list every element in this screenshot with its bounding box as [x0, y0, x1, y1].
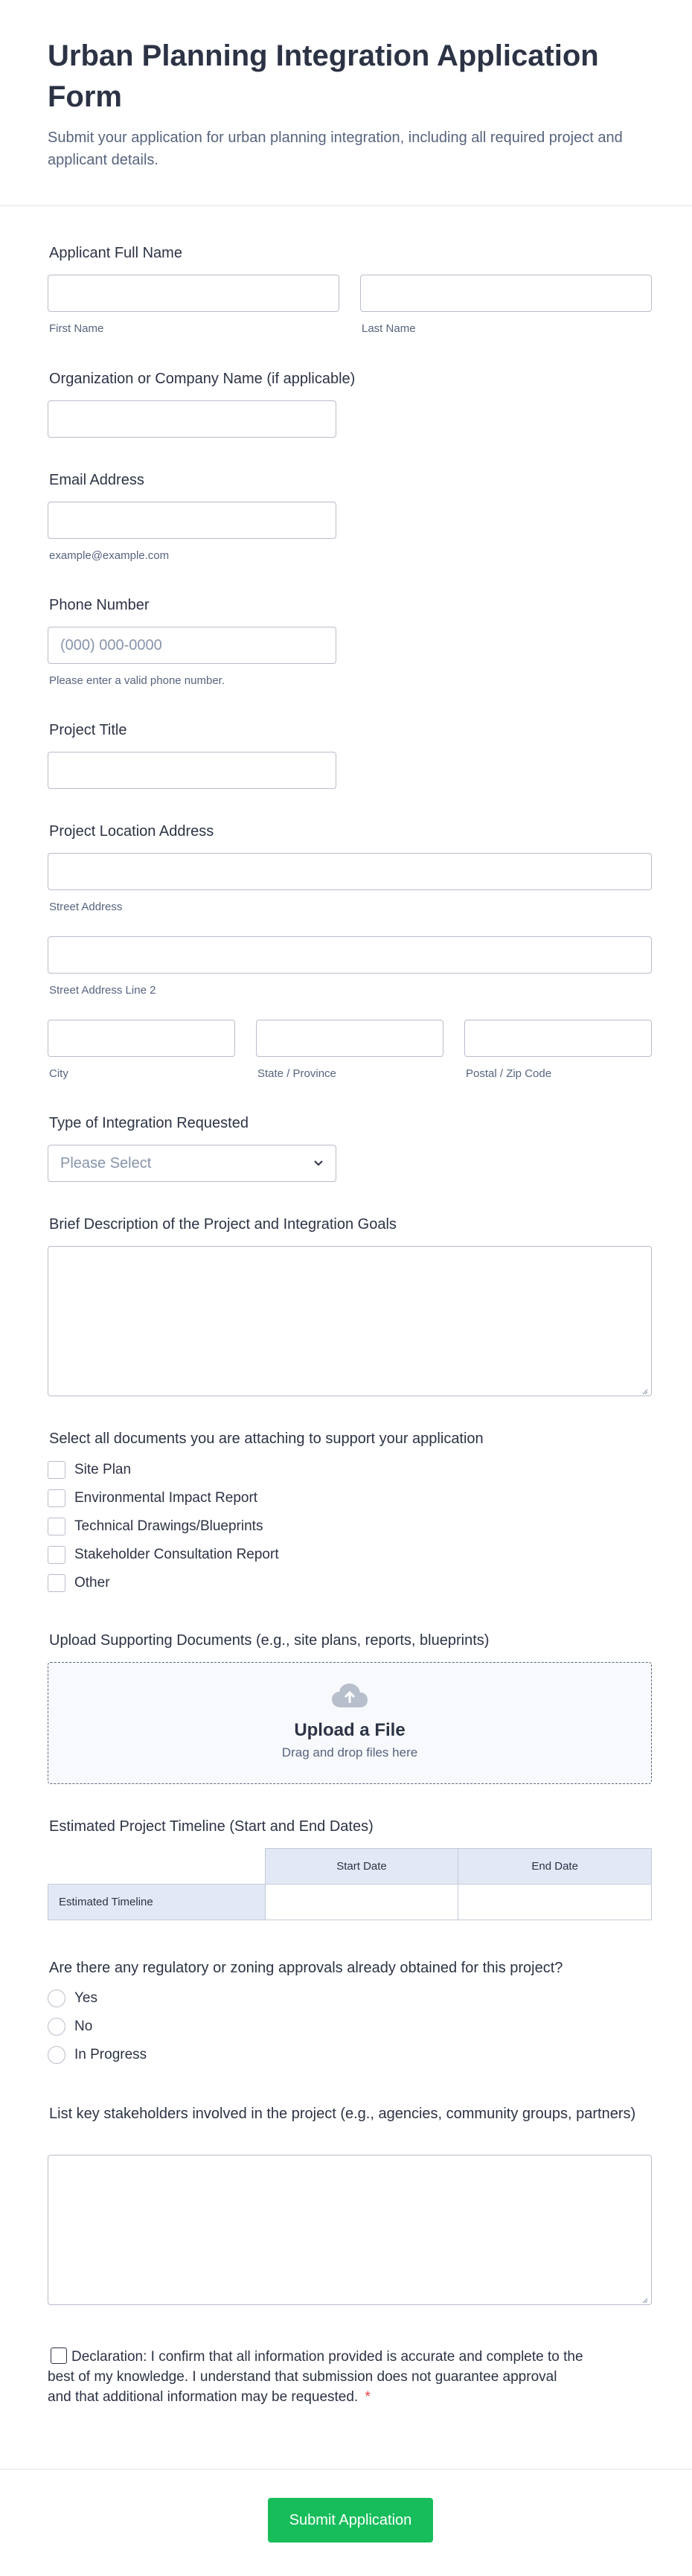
- option-label: Stakeholder Consultation Report: [74, 1547, 279, 1562]
- integration-type-label: Type of Integration Requested: [49, 1115, 249, 1131]
- document-option-technical[interactable]: [48, 1518, 263, 1535]
- table-corner: [48, 1849, 266, 1885]
- approvals-label: Are there any regulatory or zoning approvals already obtained for this project?: [49, 1960, 563, 1976]
- document-option-other[interactable]: [48, 1574, 110, 1592]
- chevron-down-icon: [313, 1160, 324, 1167]
- phone-input[interactable]: [48, 627, 336, 664]
- resize-grip-icon[interactable]: [641, 1385, 648, 1393]
- integration-type-value: Please Select: [60, 1154, 152, 1172]
- email-label: Email Address: [49, 472, 144, 488]
- document-option-stakeholder[interactable]: [48, 1546, 279, 1564]
- declaration-checkbox[interactable]: [51, 2348, 67, 2364]
- form-title: Urban Planning Integration Application Form: [48, 39, 599, 113]
- organization-label: Organization or Company Name (if applicable): [49, 371, 356, 387]
- document-option-site-plan[interactable]: [48, 1461, 131, 1479]
- integration-type-select[interactable]: [48, 1145, 336, 1182]
- first-name-input[interactable]: [48, 275, 339, 312]
- radio-button[interactable]: [48, 1989, 65, 2007]
- submit-button[interactable]: Submit Application: [268, 2498, 433, 2543]
- city-sublabel: City: [49, 1067, 68, 1080]
- cloud-upload-icon: [48, 1682, 651, 1713]
- option-label: Other: [74, 1575, 110, 1591]
- row-header-timeline: Estimated Timeline: [48, 1885, 266, 1920]
- checkbox[interactable]: [48, 1461, 65, 1479]
- phone-label: Phone Number: [49, 597, 150, 613]
- form-subtitle: Submit your application for urban planning integration, including all required project and applicant details.: [48, 130, 623, 168]
- description-textarea[interactable]: [48, 1246, 652, 1396]
- radio-button[interactable]: [48, 2018, 65, 2036]
- project-title-label: Project Title: [49, 722, 127, 738]
- applicant-name-label: Applicant Full Name: [49, 245, 182, 261]
- upload-hint: Drag and drop files here: [281, 1745, 418, 1760]
- documents-label: Select all documents you are attaching to support your application: [49, 1431, 484, 1447]
- document-option-environmental[interactable]: [48, 1489, 257, 1507]
- upload-title: Upload a File: [294, 1720, 406, 1740]
- checkbox[interactable]: [48, 1574, 65, 1592]
- street-address-input[interactable]: [48, 853, 652, 890]
- submit-area: [0, 2469, 692, 2576]
- approval-option-no[interactable]: [48, 2018, 92, 2036]
- option-label: In Progress: [74, 2047, 147, 2062]
- file-upload-dropzone[interactable]: [48, 1662, 652, 1784]
- phone-placeholder: (000) 000-0000: [60, 636, 162, 653]
- stakeholders-textarea[interactable]: [48, 2155, 652, 2305]
- zip-input[interactable]: [464, 1020, 652, 1057]
- start-date-input[interactable]: [265, 1885, 458, 1920]
- required-mark: *: [365, 2389, 371, 2405]
- stakeholders-label: List key stakeholders involved in the project (e.g., agencies, community groups, partners): [49, 2106, 636, 2122]
- resize-grip-icon[interactable]: [641, 2294, 648, 2301]
- first-name-sublabel: First Name: [49, 322, 104, 335]
- zip-sublabel: Postal / Zip Code: [466, 1067, 552, 1080]
- approval-option-yes[interactable]: [48, 1989, 97, 2007]
- street-address-sublabel: Street Address: [49, 901, 123, 913]
- option-label: Technical Drawings/Blueprints: [74, 1518, 263, 1534]
- column-header-start: Start Date: [265, 1849, 458, 1885]
- organization-input[interactable]: [48, 400, 336, 438]
- checkbox[interactable]: [48, 1489, 65, 1507]
- option-label: Yes: [74, 1990, 97, 2006]
- option-label: No: [74, 2019, 93, 2034]
- upload-label: Upload Supporting Documents (e.g., site plans, reports, blueprints): [49, 1632, 490, 1649]
- street-address-line2-input[interactable]: [48, 936, 652, 974]
- description-label: Brief Description of the Project and Integration Goals: [49, 1216, 397, 1233]
- project-title-input[interactable]: [48, 752, 336, 789]
- location-label: Project Location Address: [49, 823, 214, 840]
- timeline-label: Estimated Project Timeline (Start and End Dates): [49, 1818, 374, 1835]
- city-input[interactable]: [48, 1020, 235, 1057]
- street-address-line2-sublabel: Street Address Line 2: [49, 984, 156, 997]
- checkbox[interactable]: [48, 1546, 65, 1564]
- checkbox[interactable]: [48, 1518, 65, 1535]
- email-input[interactable]: [48, 502, 336, 539]
- radio-button[interactable]: [48, 2046, 65, 2064]
- timeline-table: [48, 1848, 652, 1920]
- end-date-input[interactable]: [458, 1885, 652, 1920]
- email-sublabel: example@example.com: [49, 549, 170, 562]
- column-header-end: End Date: [458, 1849, 652, 1885]
- last-name-sublabel: Last Name: [362, 322, 416, 335]
- declaration-field: [48, 2347, 583, 2407]
- last-name-input[interactable]: [360, 275, 652, 312]
- state-sublabel: State / Province: [257, 1067, 336, 1080]
- option-label: Site Plan: [74, 1462, 132, 1477]
- form-header: [0, 0, 692, 206]
- state-input[interactable]: [256, 1020, 443, 1057]
- option-label: Environmental Impact Report: [74, 1490, 258, 1506]
- approval-option-in-progress[interactable]: [48, 2046, 147, 2064]
- declaration-text: Declaration: I confirm that all information provided is accurate and complete to the best of my knowledge. I understand that submission does not guarantee approval and that additional information may be requested.: [48, 2349, 583, 2405]
- phone-sublabel: Please enter a valid phone number.: [49, 674, 225, 687]
